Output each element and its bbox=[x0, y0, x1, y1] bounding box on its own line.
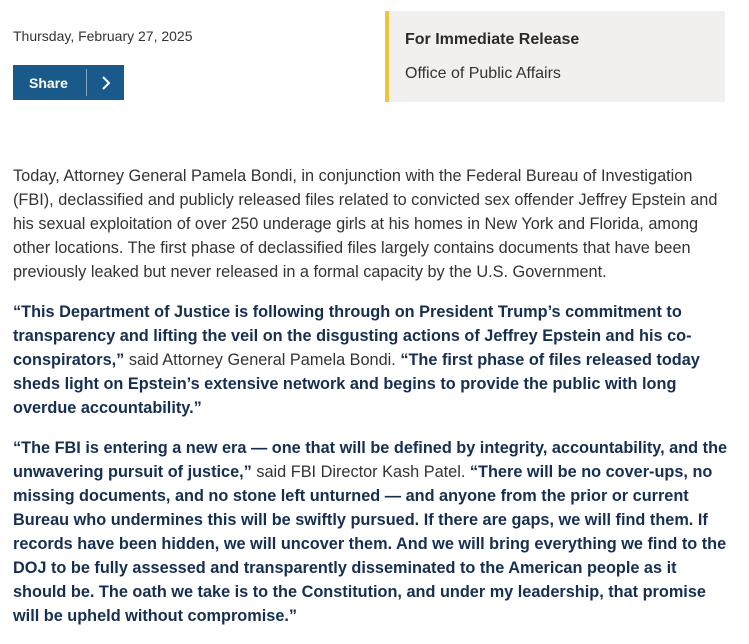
article-body bbox=[13, 164, 731, 644]
quote-text: “The first phase of files released today sheds light on Epstein’s extensive network and begins to provide the public with long overdue accountability.” bbox=[13, 351, 700, 417]
quote-paragraph-bondi bbox=[13, 300, 731, 420]
chevron-right-icon bbox=[87, 65, 124, 100]
intro-paragraph: Today, Attorney General Pamela Bondi, in conjunction with the Federal Bureau of Investigation (FBI), declassified and publicly released files related to convicted sex offender Jeffrey Epstein and his sexual exploitation of over 250 underage girls at his homes in New York and Florida, among other locations. The first phase of declassified files largely contains documents that have been previously leaked but never released in a formal capacity by the U.S. Government. bbox=[13, 167, 718, 281]
release-date: Thursday, February 27, 2025 bbox=[13, 28, 193, 44]
release-info-box bbox=[385, 11, 725, 102]
quote-paragraph-patel bbox=[13, 436, 731, 628]
release-title: For Immediate Release bbox=[405, 31, 580, 48]
quote-text: “The FBI is entering a new era — one that will be defined by integrity, accountability, and the unwavering pursuit of justice,” bbox=[13, 439, 728, 481]
share-button[interactable] bbox=[13, 65, 124, 100]
quote-text: “There will be no cover-ups, no missing documents, and no stone left unturned — and anyone from the prior or current Bureau who undermines this will be swiftly pursued. If there are gaps, we will find them. If records have been hidden, we will uncover them. And we will bring everything we find to the DOJ to be fully assessed and transparently disseminated to the American people as it should be. The oath we take is to the Constitution, and under my leadership, that promise will be upheld without compromise.” bbox=[13, 463, 727, 625]
quote-attribution: said Attorney General Pamela Bondi. bbox=[124, 351, 401, 369]
quote-attribution: said FBI Director Kash Patel. bbox=[251, 463, 470, 481]
share-label: Share bbox=[29, 74, 68, 91]
quote-text: “This Department of Justice is following through on President Trump’s commitment to transparency and lifting the veil on the disgusting actions of Jeffrey Epstein and his co-conspirators,” bbox=[13, 303, 692, 369]
release-office: Office of Public Affairs bbox=[405, 65, 561, 82]
